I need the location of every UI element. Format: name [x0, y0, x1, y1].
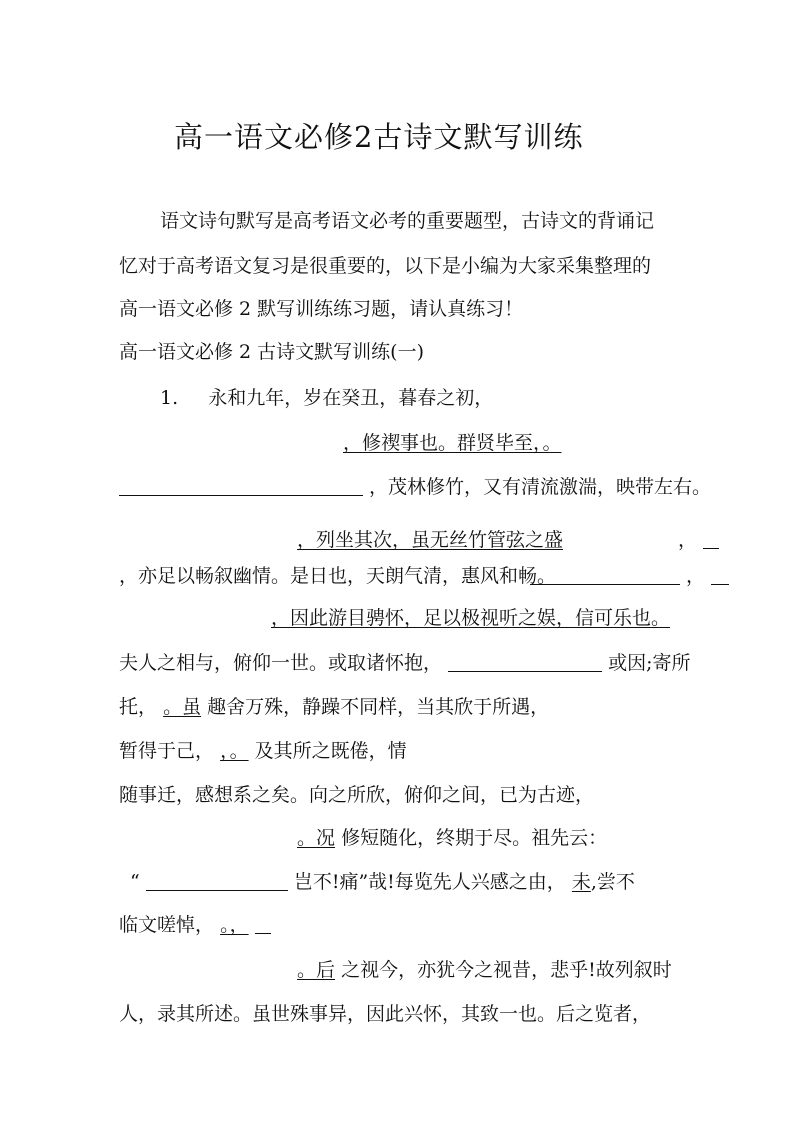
- question-1-line-13: [119, 912, 271, 938]
- fill-in-blank[interactable]: [530, 566, 680, 585]
- question-1-line-4-tail: [678, 527, 719, 553]
- text-segment: ，因此游目骋怀，足以极视听之娱，信可乐也。: [271, 607, 671, 629]
- fill-in-blank[interactable]: [711, 566, 729, 585]
- question-1-line-10: 随事迁，感想系之矣。向之所欣，俯仰之间，已为古迹，: [119, 784, 595, 806]
- text-segment: 暂得于己，: [119, 740, 215, 762]
- text-segment: 未: [571, 871, 591, 893]
- document-title: 高一语文必修2古诗文默写训练: [174, 120, 584, 154]
- question-number: 1.: [160, 387, 179, 409]
- text-segment: 岂不!痛”哉!每览先人兴感之由，: [293, 871, 566, 893]
- question-1-line-15: 人，录其所述。虽世殊事异，因此兴怀，其致一也。后之览者，: [119, 1003, 652, 1025]
- question-1-line-4: [297, 527, 563, 553]
- text-segment: “: [130, 871, 140, 893]
- text-segment: ，列坐其次，虽无丝竹管弦之盛: [297, 529, 564, 551]
- text-segment: ，: [686, 565, 706, 587]
- question-1-line-12: [130, 869, 635, 895]
- fill-in-blank[interactable]: [119, 477, 363, 496]
- question-1-line-2: [343, 430, 562, 456]
- question-1-line-3: [119, 474, 711, 500]
- question-1-line-8: [119, 694, 549, 720]
- question-1-line-7: [119, 650, 691, 676]
- text-segment: ,尝不: [590, 871, 635, 893]
- intro-line-2: 忆对于高考语文复习是很重要的，以下是小编为大家采集整理的: [119, 255, 652, 277]
- question-1-line-6: [271, 605, 670, 631]
- fill-in-blank[interactable]: [448, 653, 602, 672]
- text-segment: 。况: [297, 827, 336, 849]
- text-segment: ，修禊事也。群贤毕至，。: [343, 432, 562, 454]
- text-segment: 。虽: [163, 696, 202, 718]
- intro-line-1: 语文诗句默写是高考语文必考的重要题型，古诗文的背诵记: [160, 210, 655, 232]
- text-segment: 及其所之既倦，情: [254, 740, 407, 762]
- text-segment: 或因;寄所: [608, 652, 691, 674]
- text-segment: 之视今，亦犹今之视昔，悲乎!故列叙时: [341, 959, 672, 981]
- question-1-line-14: [297, 957, 672, 983]
- question-1-line-9: [119, 738, 407, 764]
- text-segment: ，亦足以畅叙幽情。是日也，天朗气清，惠风和畅。: [119, 565, 557, 587]
- question-1-line-5: [119, 563, 556, 589]
- section-title: 高一语文必修 2 古诗文默写训练(一): [119, 341, 424, 363]
- question-1-line-11: [297, 825, 607, 851]
- text-segment: 修短随化，终期于尽。祖先云：: [341, 827, 608, 849]
- fill-in-blank[interactable]: [255, 915, 271, 934]
- fill-in-blank[interactable]: [146, 872, 288, 891]
- text-segment: 托，: [119, 696, 158, 718]
- fill-in-blank[interactable]: [703, 538, 719, 549]
- question-1-line-5-tail: [530, 563, 729, 589]
- text-segment: 永和九年，岁在癸丑，暮春之初，: [208, 387, 494, 409]
- text-segment: ，: [678, 529, 698, 551]
- text-segment: 趣舍万殊，静躁不同样，当其欣于所遇，: [207, 696, 550, 718]
- text-segment: 临文嗟悼，: [119, 914, 215, 936]
- text-segment: 。后: [297, 959, 336, 981]
- text-segment: ，。: [220, 740, 249, 762]
- intro-line-3: 高一语文必修 2 默写训练练习题，请认真练习！: [119, 298, 524, 320]
- text-segment: 夫人之相与，俯仰一世。或取诸怀抱，: [119, 652, 443, 674]
- text-segment: ，茂林修竹，又有清流激湍，映带左右。: [369, 476, 712, 498]
- text-segment: 。，: [220, 914, 249, 936]
- question-1-line-1: [160, 385, 493, 411]
